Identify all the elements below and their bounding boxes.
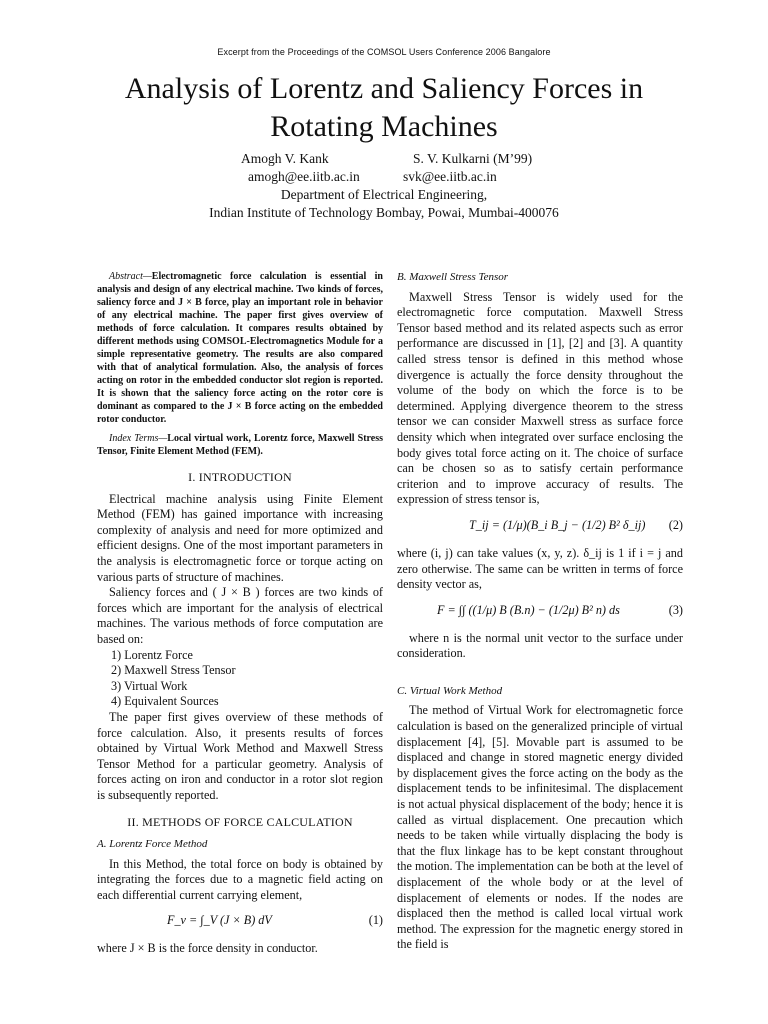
- lorentz-paragraph: In this Method, the total force on body is obtained by integrating the forces due to a magnetic field acting on each differential current carrying element,: [97, 856, 383, 902]
- abstract-text: Electromagnetic force calculation is essential in analysis and design of any electrical machine. Two kinds of forces, saliency force and J × B force, play an important role in behavior of any electrical machine. The paper first gives overview of methods of force calculation. It compares results obtained by different methods using COMSOL-Electromagnetics Module for a simple representative geometry. The results are also compared with that of analytical formulation. Also, the analysis of forces acting on rotor in the embedded conductor slot region is reported. It is shown that the saliency force acting on the rotor core is dominant as compared to the J × B force acting on the embedded rotor conductor.: [97, 271, 383, 425]
- subsection-heading-virtual-work: C. Virtual Work Method: [397, 684, 503, 697]
- equation-3: [397, 599, 683, 625]
- title-line-2: Rotating Machines: [270, 110, 498, 143]
- affiliation-department: Department of Electrical Engineering,: [280, 187, 488, 202]
- index-terms-label: Index Terms—: [109, 433, 168, 444]
- equation-1: [97, 909, 383, 935]
- equation-3-number: (3): [668, 602, 683, 617]
- maxwell-paragraph-2: where (i, j) can take values (x, y, z). δ_ij is 1 if i = j and zero otherwise. The same can be written in terms of force density vector as,: [397, 545, 683, 592]
- subsection-heading-maxwell: B. Maxwell Stress Tensor: [397, 271, 509, 283]
- maxwell-paragraph-1: Maxwell Stress Tensor is widely used for the electromagnetic force computation. Maxwell Stress Tensor based method and its related aspects such as error performance are discussed in [1], [2] and [3]. A quantity called stress tensor is defined in this method whose divergence is actually the force density throughout the volume of the body on which the force is to be determined. Applying divergence theorem to the stress tensor we can consider Maxwell stress as surface force density which when integrated over surface enclosing the body gives total force acting on it. The choice of surface can be chosen so as to satisfy certain performance criterion and to improve accuracy of results. The expression of stress tensor is,: [397, 289, 683, 507]
- index-terms-text: Local virtual work, Lorentz force, Maxwell Stress Tensor, Finite Element Method (FEM).: [97, 433, 383, 457]
- equation-2-number: (2): [668, 517, 683, 532]
- author-2-name: S. V. Kulkarni (M’99): [413, 151, 533, 166]
- paper-title: [84, 70, 684, 146]
- subsection-heading-lorentz: A. Lorentz Force Method: [97, 838, 208, 851]
- title-line-1: Analysis of Lorentz and Saliency Forces in: [124, 72, 644, 105]
- author-1-email: amogh@ee.iitb.ac.in: [248, 169, 360, 184]
- virtual-work-paragraph: The method of Virtual Work for electromagnetic force calculation is based on the generalized principle of virtual displacement [4], [5]. Movable part is assumed to be displaced and change in stored magnetic energy divided by displacement gives the force acting on the body as the displacement tends to be infinitesimal. The displacement is not actual physical displacement of the body; hence it is called as virtual displacement. One precaution which needs to be taken while virtually displacing the body is that the flux linkage has to be kept constant throughout the motion. The implementation can be both at the level of displacement of the whole body or at the level of displacement of elements or nodes. If the nodes are displaced then the method is called local virtual work method. The expression for the magnetic energy stored in the field is: [397, 703, 683, 952]
- conference-header: Excerpt from the Proceedings of the COMSOL Users Conference 2006 Bangalore: [217, 47, 551, 57]
- abstract-label: Abstract—: [109, 271, 152, 282]
- intro-paragraph-3: The paper first gives overview of these methods of force calculation. Also, it presents results of forces obtained by Virtual Work Method and Maxwell Stress Tensor Method for a particular geometry. Analysis of forces acting on iron and conductor in a rotor slot region is subsequently reported.: [97, 709, 383, 802]
- methods-list: [97, 648, 383, 710]
- affiliation-institute: Indian Institute of Technology Bombay, Powai, Mumbai-400076: [209, 205, 559, 220]
- left-column: [97, 270, 383, 957]
- abstract: [97, 270, 383, 426]
- equation-2: [397, 514, 683, 540]
- intro-paragraph-1: Electrical machine analysis using Finite Element Method (FEM) has gained importance with increasing complexity of analysis and need for more optimized and efficient designs. One of the most important parameters in the analysis is electromagnetic force or torque acting on various parts of structure of machines.: [97, 491, 383, 584]
- equation-1-math: F_v = ∫_V (J × B) dV: [167, 913, 272, 928]
- index-terms: [97, 432, 383, 458]
- lorentz-paragraph-2: where J × B is the force density in conductor.: [97, 941, 318, 956]
- section-heading-introduction: I. INTRODUCTION: [188, 470, 292, 484]
- right-column: [397, 270, 683, 953]
- intro-paragraph-2: Saliency forces and ( J × B ) forces are two kinds of forces which are important for the analysis of electrical machines. The various methods of force computation are based on:: [97, 585, 383, 646]
- section-heading-methods: II. METHODS OF FORCE CALCULATION: [127, 815, 353, 830]
- list-item: 4) Equivalent Sources: [111, 694, 219, 709]
- list-item: 2) Maxwell Stress Tensor: [111, 663, 236, 678]
- maxwell-paragraph-3: where n is the normal unit vector to the surface under consideration.: [397, 630, 683, 661]
- author-2-email: svk@ee.iitb.ac.in: [403, 169, 497, 184]
- list-item: 3) Virtual Work: [111, 678, 188, 693]
- author-1-name: Amogh V. Kank: [241, 151, 329, 166]
- equation-2-math: T_ij = (1/μ)(B_i B_j − (1/2) B² δ_ij): [469, 517, 646, 532]
- equation-1-number: (1): [368, 913, 383, 928]
- equation-3-math: F = ∫∫ ((1/μ) B (B.n) − (1/2μ) B² n) ds: [437, 602, 620, 617]
- list-item: 1) Lorentz Force: [111, 647, 193, 662]
